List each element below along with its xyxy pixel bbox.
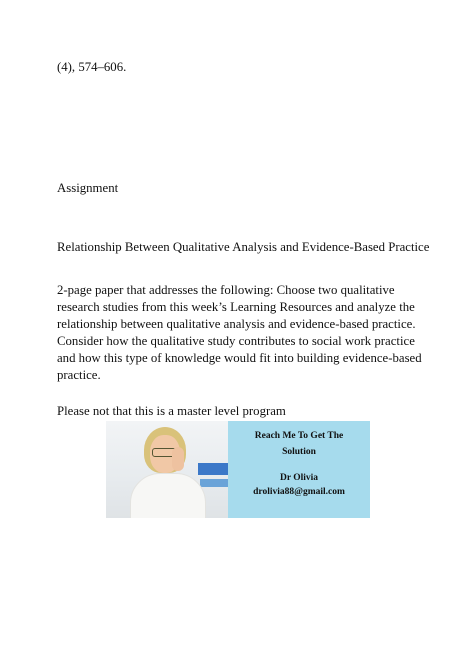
contact-email: drolivia88@gmail.com: [253, 487, 345, 497]
reference-tail: (4), 574–606.: [57, 60, 127, 74]
advert-line-2: Solution: [282, 447, 316, 457]
advert-line-1: Reach Me To Get The: [254, 431, 344, 441]
assignment-body: 2-page paper that addresses the following: Choose two qualitative research studies from this week’s Learning Resources and analyze the relationship between qualitative analysis and evidence-based practice. Consider how the qualitative study contributes to social work practice and how this type of knowledge would fit into building evidence-based practice.: [57, 283, 425, 382]
contact-panel: [228, 421, 370, 518]
assignment-title: Relationship Between Qualitative Analysis and Evidence-Based Practice: [57, 240, 430, 254]
assignment-heading: Assignment: [57, 181, 119, 195]
contact-name: Dr Olivia: [279, 473, 319, 483]
program-note: Please not that this is a master level program: [57, 404, 286, 418]
contact-advert: [106, 421, 370, 518]
woman-photo: [106, 421, 228, 518]
